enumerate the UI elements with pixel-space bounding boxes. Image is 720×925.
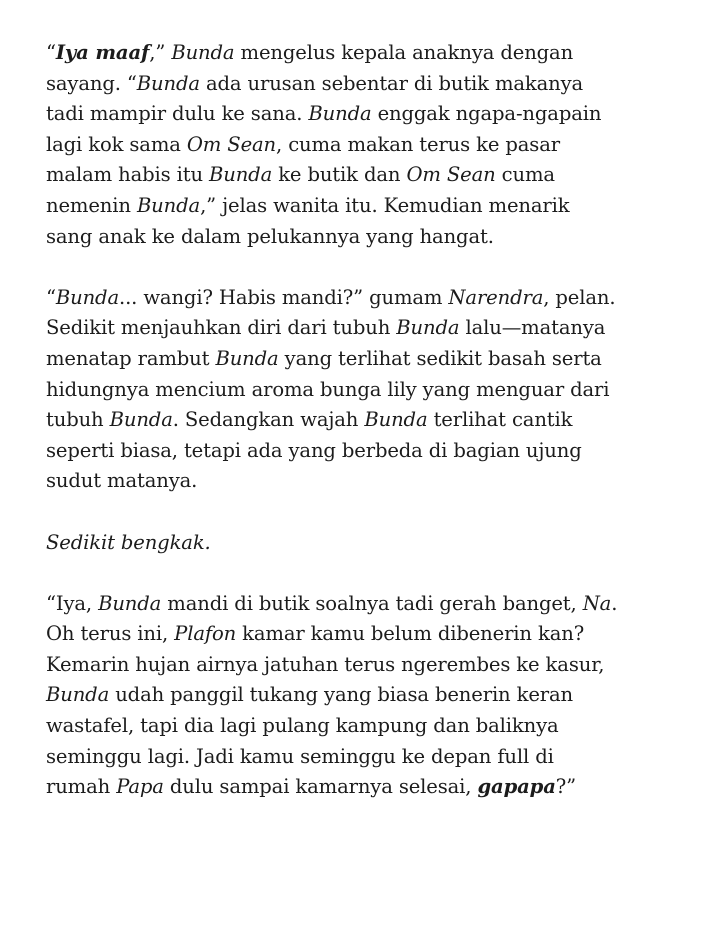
text-run: Sedikit menjauhkan diri dari tubuh <box>46 316 397 340</box>
text-line <box>46 772 706 803</box>
italic-text-run: Bunda <box>364 408 428 432</box>
text-line <box>46 99 706 130</box>
text-run: sudut matanya. <box>46 469 198 493</box>
text-run: cuma <box>495 163 555 187</box>
text-run: “ <box>46 41 56 64</box>
italic-text-run: Bunda <box>46 683 110 707</box>
text-run: terlihat cantik <box>427 408 573 432</box>
text-line <box>46 619 706 650</box>
text-run: , cuma makan terus ke pasar <box>276 132 560 156</box>
text-run: “ <box>46 285 56 309</box>
emphasis-text-run: gapapa <box>477 775 556 799</box>
italic-text-run: Bunda <box>215 346 279 370</box>
text-run: Kemarin hujan airnya jatuhan terus ngerembes ke kasur, <box>46 652 605 676</box>
text-run: dulu sampai kamarnya selesai, <box>163 775 478 799</box>
text-line <box>46 711 706 742</box>
italic-text-run: Plafon <box>174 622 237 646</box>
text-run: rumah <box>46 775 117 799</box>
text-line <box>46 160 706 191</box>
italic-text-run: Bunda <box>308 102 372 126</box>
text-line <box>46 38 706 69</box>
italic-text-run: Bunda <box>109 408 173 432</box>
text-run: ... wangi? Habis mandi?” gumam <box>119 285 449 309</box>
text-line <box>46 130 706 161</box>
text-run: lalu—matanya <box>459 316 606 340</box>
story-paragraph <box>46 283 706 497</box>
italic-text-run: Na <box>582 591 612 615</box>
text-run: ada urusan sebentar di butik makanya <box>199 71 584 95</box>
text-run: wastafel, tapi dia lagi pulang kampung dan baliknya <box>46 714 559 738</box>
text-run: “Iya, <box>46 591 99 615</box>
italic-text-run: Bunda <box>396 316 460 340</box>
text-run: , pelan. <box>543 285 616 309</box>
text-run: malam habis itu <box>46 163 209 187</box>
text-run: ,” jelas wanita itu. Kemudian menarik <box>200 193 570 217</box>
italic-text-run: Om Sean <box>406 163 496 187</box>
text-run: lagi kok sama <box>46 132 187 156</box>
text-run: hidungnya mencium aroma bunga lily yang menguar dari <box>46 377 610 401</box>
italic-text-run: Bunda <box>209 163 273 187</box>
text-run: udah panggil tukang yang biasa benerin keran <box>109 683 573 707</box>
text-run: ,” <box>149 41 172 64</box>
text-line <box>46 191 706 222</box>
story-paragraph <box>46 589 706 803</box>
text-run: . <box>611 591 618 615</box>
text-run: sayang. “ <box>46 71 137 95</box>
text-run: enggak ngapa-ngapain <box>371 102 602 126</box>
italic-text-run: Narendra <box>448 285 544 309</box>
text-run: seminggu lagi. Jadi kamu seminggu ke depan full di <box>46 744 554 768</box>
text-run: seperti biasa, tetapi ada yang berbeda di bagian ujung <box>46 438 582 462</box>
italic-text-run: Bunda <box>98 591 162 615</box>
italic-text-run: Om Sean <box>186 132 277 156</box>
text-line <box>46 680 706 711</box>
text-line <box>46 313 706 344</box>
text-run: ke butik dan <box>272 163 407 187</box>
text-run: menatap rambut <box>46 346 216 370</box>
text-run: tadi mampir dulu ke sana. <box>46 102 309 126</box>
text-line <box>46 742 706 773</box>
story-paragraph <box>46 528 706 559</box>
text-run: mandi di butik soalnya tadi gerah banget, <box>161 591 583 615</box>
text-run: tubuh <box>46 408 110 432</box>
text-run: yang terlihat sedikit basah serta <box>278 346 602 370</box>
italic-text-run: Papa <box>116 775 164 799</box>
text-run: . Sedangkan wajah <box>172 408 365 432</box>
text-run: sang anak ke dalam pelukannya yang hangat. <box>46 224 494 248</box>
italic-text-run: Bunda <box>136 71 200 95</box>
text-line <box>46 436 706 467</box>
text-line <box>46 466 706 497</box>
text-line <box>46 528 706 559</box>
text-line <box>46 222 706 253</box>
emphasis-text-run: Iya maaf <box>55 41 150 64</box>
story-text-page <box>46 38 706 833</box>
italic-text-run: Bunda <box>136 193 201 217</box>
text-line <box>46 650 706 681</box>
text-run: Oh terus ini, <box>46 622 175 646</box>
text-line <box>46 589 706 620</box>
italic-text-run: Bunda <box>171 41 235 64</box>
text-line <box>46 344 706 375</box>
text-run: mengelus kepala anaknya dengan <box>234 41 574 64</box>
text-line <box>46 405 706 436</box>
italic-text-run: Sedikit bengkak. <box>46 530 211 554</box>
text-line <box>46 69 706 100</box>
text-run: nemenin <box>46 193 137 217</box>
text-line <box>46 375 706 406</box>
text-line <box>46 283 706 314</box>
text-run: kamar kamu belum dibenerin kan? <box>236 622 585 646</box>
italic-text-run: Bunda <box>55 285 119 309</box>
story-paragraph <box>46 38 706 252</box>
text-run: ?” <box>555 775 576 799</box>
